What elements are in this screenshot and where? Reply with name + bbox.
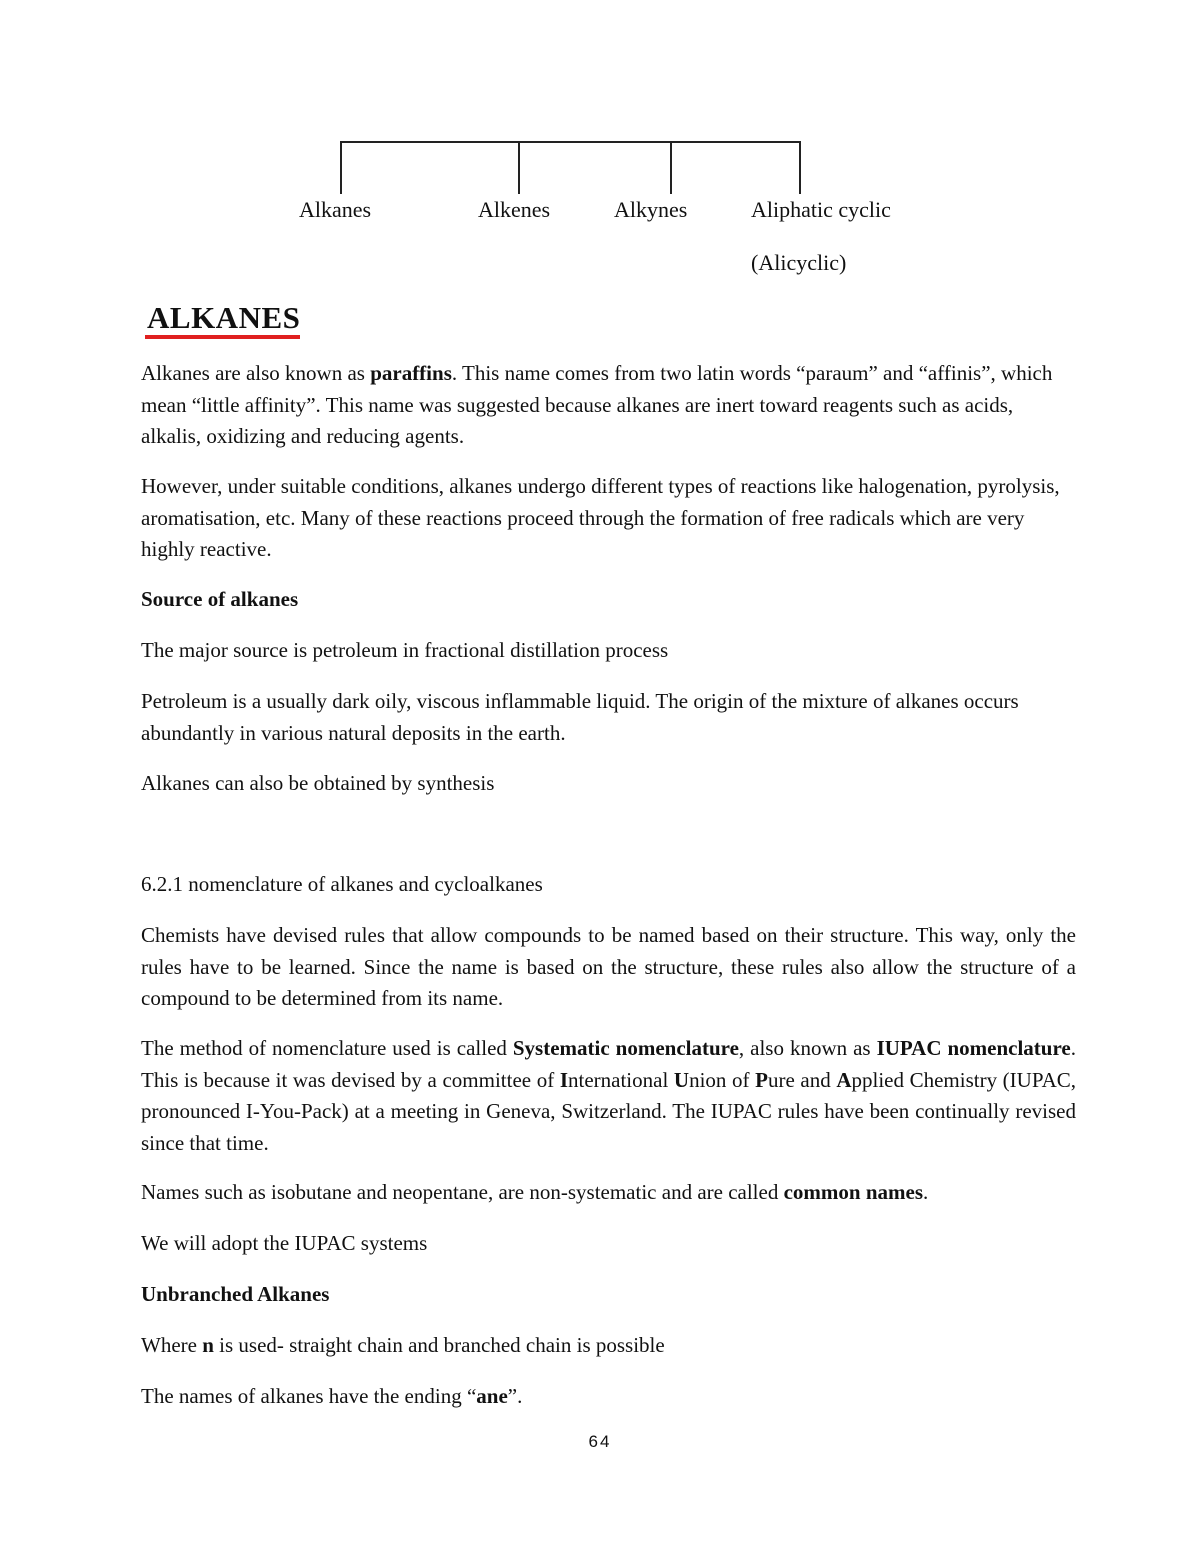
bold-letter: P: [755, 1067, 768, 1092]
paragraph-reactions: However, under suitable conditions, alkanes undergo different types of reactions like halogenation, pyrolysis, aromatisation, etc. Many of these reactions proceed through the formation of free radicals which are very highly reactive.: [141, 474, 1060, 561]
section-heading-alkanes: ALKANES: [147, 300, 301, 335]
classification-tree: [0, 0, 1200, 300]
paragraph-ane-ending: [141, 1381, 1076, 1413]
paragraph-systematic-nomenclature: [141, 1033, 1076, 1159]
bold-term-iupac: IUPAC nomenclature: [876, 1036, 1071, 1060]
text-run: nion of: [689, 1067, 756, 1092]
bold-term-n: n: [202, 1333, 214, 1357]
paragraph-chemists-rules: Chemists have devised rules that allow compounds to be named based on their structure. This way, only the rules have to be learned. Since the name is based on the structure, these rules also allow the structure of a compound to be determined from its name.: [141, 923, 1076, 1010]
tree-branch-alkenes: [518, 141, 520, 194]
text-run: ure and: [767, 1067, 837, 1092]
paragraph-synthesis: Alkanes can also be obtained by synthesis: [141, 771, 495, 795]
tree-branch-alkynes: [670, 141, 672, 194]
text-run: ”.: [507, 1384, 523, 1408]
tree-horizontal-line: [340, 141, 801, 143]
tree-label-alkanes: Alkanes: [299, 197, 372, 222]
bold-term-common-names: common names: [783, 1180, 923, 1204]
text-run: . This name comes from two latin words “paraum” and “affinis”, which mean “little affinity”. This name was suggested because alkanes are inert toward reagents such as acids, alkalis, oxidizing and reducing agents.: [141, 361, 1053, 448]
bold-term-systematic: Systematic nomenclature: [512, 1036, 739, 1060]
tree-label-aliphatic-cyclic: Aliphatic cyclic: [751, 197, 891, 222]
tree-label-alicyclic: (Alicyclic): [751, 250, 847, 275]
paragraph-petroleum: Petroleum is a usually dark oily, viscous inflammable liquid. The origin of the mixture of alkanes occurs abundantly in various natural deposits in the earth.: [141, 689, 1019, 745]
text-run: is used- straight chain and branched chain is possible: [213, 1333, 665, 1357]
tree-label-alkynes: Alkynes: [614, 197, 688, 222]
text-run: The names of alkanes have the ending “: [141, 1384, 477, 1408]
tree-label-alkenes: Alkenes: [478, 197, 551, 222]
subheading-unbranched-alkanes: Unbranched Alkanes: [141, 1282, 330, 1306]
text-run: The method of nomenclature used is called: [141, 1036, 513, 1060]
heading-underline: [145, 335, 300, 339]
text-run: Where: [141, 1333, 203, 1357]
tree-branch-aliphatic: [799, 141, 801, 194]
paragraph-adopt-iupac: We will adopt the IUPAC systems: [141, 1231, 428, 1255]
paragraph-n-used: [141, 1330, 1076, 1362]
paragraph-paraffins: [141, 358, 1076, 453]
bold-term-paraffins: paraffins: [370, 361, 452, 385]
subheading-source-of-alkanes: Source of alkanes: [141, 587, 299, 611]
page-number: 64: [588, 1432, 612, 1451]
text-run: pplied Chemistry (IUPAC, pronounced I-You-Pack) at a meeting in Geneva, Switzerland. The IUPAC rules have been continually revised since that time.: [141, 1067, 1077, 1155]
bold-term-ane: ane: [476, 1384, 508, 1408]
section-title-nomenclature: 6.2.1 nomenclature of alkanes and cycloalkanes: [141, 872, 543, 896]
bold-letter: U: [673, 1067, 690, 1092]
paragraph-major-source: The major source is petroleum in fractional distillation process: [141, 638, 669, 662]
tree-branch-alkanes: [340, 141, 342, 194]
text-run: .: [923, 1180, 929, 1204]
text-run: nternational: [568, 1067, 674, 1092]
text-run: , also known as: [738, 1036, 877, 1060]
text-run: Names such as isobutane and neopentane, are non-systematic and are called: [141, 1180, 784, 1204]
text-run: . This is because it was devised by a committee of: [141, 1036, 1076, 1092]
bold-letter: A: [836, 1067, 852, 1092]
paragraph-common-names: [141, 1177, 1076, 1209]
text-run: Alkanes are also known as: [141, 361, 371, 385]
bold-letter: I: [559, 1067, 568, 1092]
